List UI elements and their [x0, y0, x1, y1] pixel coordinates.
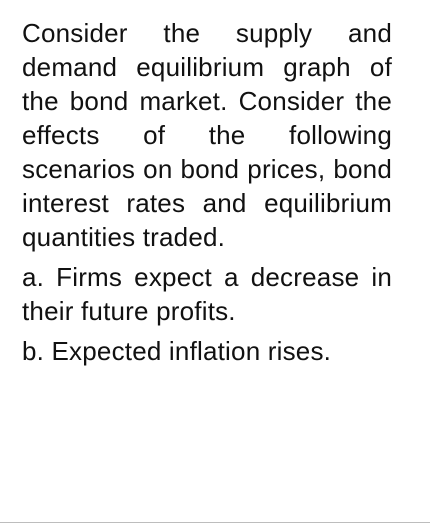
bottom-divider [0, 522, 430, 523]
question-intro-paragraph: Consider the supply and demand equilibrium graph of the bond market. Consider the effects of the following scenarios on bond prices, bond interest rates and equilibrium quantities traded. [22, 18, 392, 252]
question-text-block [22, 16, 392, 368]
scenario-b-paragraph: b. Expected inflation rises. [22, 336, 332, 366]
scenario-a-paragraph: a. Firms expect a decrease in their future profits. [22, 262, 392, 326]
